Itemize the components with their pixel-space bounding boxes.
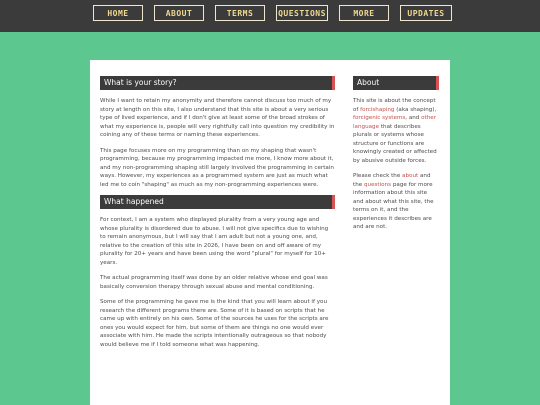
- sidebar-text: (aka shaping),: [394, 106, 437, 113]
- sidebar-text: Please check the: [353, 173, 403, 179]
- sidebar-about-paragraph: [353, 97, 439, 165]
- what-happened-paragraph-3: Some of the programming he gave me is the kind that you will learn about if you research the different programs there are. Some of it is based on scripts that he came up with entirely on his own. Some of the sources he uses for the scripts are ones you would expect for him, but some of them are things no one would ever associate with him. He made the scripts intentionally outrageous so that nobody would believe me if I told someone what was happening.: [100, 299, 329, 348]
- sidebar-text: page for more information about this site and about what this site, the terms on it, and the experiences it describes are and are not.: [353, 181, 434, 230]
- sidebar-text: This site is about the concept of: [353, 98, 436, 113]
- nav-updates-button[interactable]: UPDATES: [400, 5, 452, 21]
- section-heading-what-happened: What happened: [100, 195, 335, 209]
- sidebar-text: and the: [353, 173, 431, 188]
- nav-about-button[interactable]: ABOUT: [154, 5, 204, 21]
- questions-link[interactable]: questions: [363, 181, 392, 188]
- nav-home-button[interactable]: HOME: [93, 5, 143, 21]
- sidebar: [353, 76, 439, 232]
- sidebar-text: that describes plurals or systems whose structure or functions are knowingly created or affected by abusive outside forces.: [353, 123, 437, 164]
- story-paragraph-1: While I want to retain my anonymity and therefore cannot discuss too much of my story at length on this site, I also understand that this site is about a very serious type of lived experience, and if I don't give at least some of the broad strokes of what my experience is, people will very rightfully call into question my credibility in coining any of these terms or naming these experiences.: [100, 98, 335, 138]
- sidebar-check-paragraph: [353, 172, 439, 232]
- main-nav: [93, 5, 452, 21]
- sidebar-text: , and: [405, 115, 422, 121]
- about-link[interactable]: about: [402, 173, 419, 179]
- other-language-link[interactable]: other language: [353, 115, 437, 130]
- sidebar-heading-about: About: [353, 76, 439, 90]
- nav-more-button[interactable]: MORE: [339, 5, 389, 21]
- what-happened-paragraph-2: The actual programming itself was done by an older relative whose end goal was basically conversion therapy through sexual abuse and mental conditioning.: [100, 275, 328, 290]
- forcishaping-link[interactable]: forcishaping: [360, 106, 395, 113]
- nav-terms-button[interactable]: TERMS: [215, 5, 265, 21]
- what-happened-paragraph-1: For context, I am a system who displayed plurality from a very young age and whose plurality is disordered due to abuse. I will not give specifics due to wishing to remain anonymous, but I will say that I am adult but not a young one, and, relative to the creation of this site in 2026, I have been on and off aware of my plurality for 20+ years and have been using the word "plural" for myself for 10+ years.: [100, 217, 329, 266]
- content-panel: [90, 60, 450, 405]
- section-heading-story: What is your story?: [100, 76, 335, 90]
- nav-questions-button[interactable]: QUESTIONS: [276, 5, 328, 21]
- main-column: [100, 76, 335, 349]
- top-navigation-bar: [0, 0, 540, 32]
- story-paragraph-2: This page focuses more on my programming than on my shaping that wasn't programming, because my programming impacted me more, I know more about it, and my non-programming shaping still largely involved the programming in certain ways. However, my experiences as a programmed system are just as much what led me to coin "shaping" as much as my non-programming experiences were.: [100, 147, 334, 188]
- forcigenic-systems-link[interactable]: forcigenic systems: [353, 115, 406, 121]
